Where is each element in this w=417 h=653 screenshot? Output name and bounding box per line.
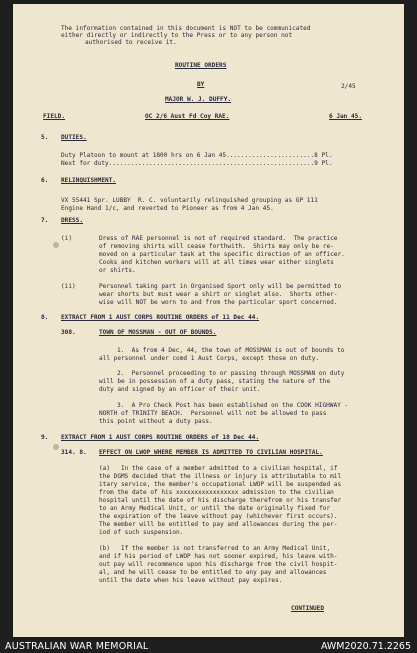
section-heading: EXTRACT FROM 1 AUST CORPS ROUTINE ORDERS of 18 Dec 44.	[61, 434, 260, 441]
subsection-number: 314. 8.	[61, 449, 87, 456]
security-notice-line: either directly or indirectly to the Press or to any person not	[61, 32, 293, 39]
body-line: the expiration of the leave without pay (whichever first occurs).	[99, 513, 338, 520]
document-page	[13, 4, 404, 637]
body-line: Personnel taking part in Organised Sport only will be permitted to	[99, 283, 342, 290]
body-line: moved on a particular task at the specific direction of an officer.	[99, 251, 345, 258]
body-line: Cooks and kitchen workers will at all times wear either singlets	[99, 259, 334, 266]
body-line: of removing shirts will cease forthwith. Shirts may only be re-	[99, 243, 334, 250]
paragraph-number: (ii)	[61, 283, 76, 290]
section-number: 8.	[41, 314, 49, 321]
body-line: VX 55441 Spr. LUBBY R. C. voluntarily relinquished grouping as GP 111	[61, 197, 318, 204]
body-line: iod of such suspension.	[99, 529, 184, 536]
subsection-heading: EFFECT ON LWOP WHERE MEMBER IS ADMITTED TO CIVILIAN HOSPITAL.	[99, 449, 323, 456]
punch-hole	[53, 242, 59, 248]
body-line: al, and he will cease to be entitled to any pay and allowances	[99, 569, 327, 576]
body-line: hospital until the date of his discharge therefrom or his transfer	[99, 497, 342, 504]
section-number: 9.	[41, 434, 49, 441]
archive-name: AUSTRALIAN WAR MEMORIAL	[5, 641, 149, 652]
body-line: and if his period of LWOP has not sooner expired, his leave with-	[99, 553, 338, 560]
subsection-number: 308.	[61, 329, 76, 336]
body-line: wear shorts but must wear a shirt or singlet also. Shorts other-	[99, 291, 338, 298]
section-heading: DRESS.	[61, 217, 84, 224]
body-line: Duty Platoon to mount at 1800 hrs on 6 Jan 45........................8 Pl.	[61, 152, 333, 159]
unit-name: OC 2/6 Aust Fd Coy RAE.	[145, 113, 230, 120]
body-line: will be in possession of a duty pass, stating the nature of the	[99, 378, 331, 385]
section-heading: EXTRACT FROM 1 AUST CORPS ROUTINE ORDERS of 11 Dec 44.	[61, 314, 260, 321]
body-line: (a) In the case of a member admitted to a civilian hospital, if	[99, 465, 338, 472]
body-line: until the date when his leave without pay expires.	[99, 577, 283, 584]
section-heading: DUTIES.	[61, 134, 87, 141]
archive-footer	[0, 640, 417, 653]
body-line: from the date of his xxxxxxxxxxxxxxxxx admission to the civilian	[99, 489, 334, 496]
body-line: 2. Personnel proceeding to or passing through MOSSMAN on duty	[117, 370, 345, 377]
order-number: 2/45	[341, 83, 356, 90]
body-line: the DGMS decided that the illness or injury is attributable to mil	[99, 473, 342, 480]
body-line: NORTH of TRINITY BEACH. Personnel will not be allowed to pass	[99, 410, 327, 417]
field-label: FIELD.	[43, 113, 66, 120]
author-name: MAJOR W. J. DUFFY.	[165, 96, 232, 103]
body-line: Engine Hand 1/c, and reverted to Pioneer as from 4 Jan 45.	[61, 205, 274, 212]
security-notice-line: authorised to receive it.	[85, 39, 177, 46]
security-notice-line: The information contained in this document is NOT to be communicated	[61, 25, 311, 32]
body-line: Dress of RAE personnel is not of required standard. The practice	[99, 235, 338, 242]
body-line: The member will be entitled to pay and allowances during the per-	[99, 521, 338, 528]
body-line: all personnel under comd 1 Aust Corps, except those on duty.	[99, 355, 320, 362]
paragraph-number: (i)	[61, 235, 73, 242]
body-line: out pay will recommence upon his discharge from the civil hospit-	[99, 561, 338, 568]
by-line: BY	[197, 81, 205, 88]
archive-reference: AWM2020.71.2265	[320, 641, 411, 652]
body-line: duty and signed by an officer of their unit.	[99, 386, 261, 393]
body-line: itary service, the member's occupational LWOP will be suspended as	[99, 481, 342, 488]
order-date: 6 Jan 45.	[329, 113, 363, 120]
body-line: 1. As from 4 Dec, 44, the town of MOSSMAN is out of bounds to	[117, 347, 345, 354]
section-heading: RELINQUISHMENT.	[61, 177, 117, 184]
body-line: Next for duty........................................................9 Pl.	[61, 160, 333, 167]
body-line: 3. A Pro Check Post has been established on the COOK HIGHWAY -	[117, 402, 349, 409]
continued-label: CONTINUED	[291, 605, 325, 612]
body-line: (b) If the member is not transferred to an Army Medical Unit,	[99, 545, 331, 552]
body-line: to an Army Medical Unit, or until the date originally fixed for	[99, 505, 331, 512]
section-number: 6.	[41, 177, 49, 184]
punch-hole	[53, 444, 59, 450]
body-line: or shirts.	[99, 267, 136, 274]
section-number: 7.	[41, 217, 49, 224]
document-title: ROUTINE ORDERS	[175, 62, 227, 69]
body-line: wise will NOT be worn to and from the particular sport concerned.	[99, 299, 338, 306]
subsection-heading: TOWN OF MOSSMAN - OUT OF BOUNDS.	[99, 329, 217, 336]
body-line: this point without a duty pass.	[99, 418, 213, 425]
section-number: 5.	[41, 134, 49, 141]
